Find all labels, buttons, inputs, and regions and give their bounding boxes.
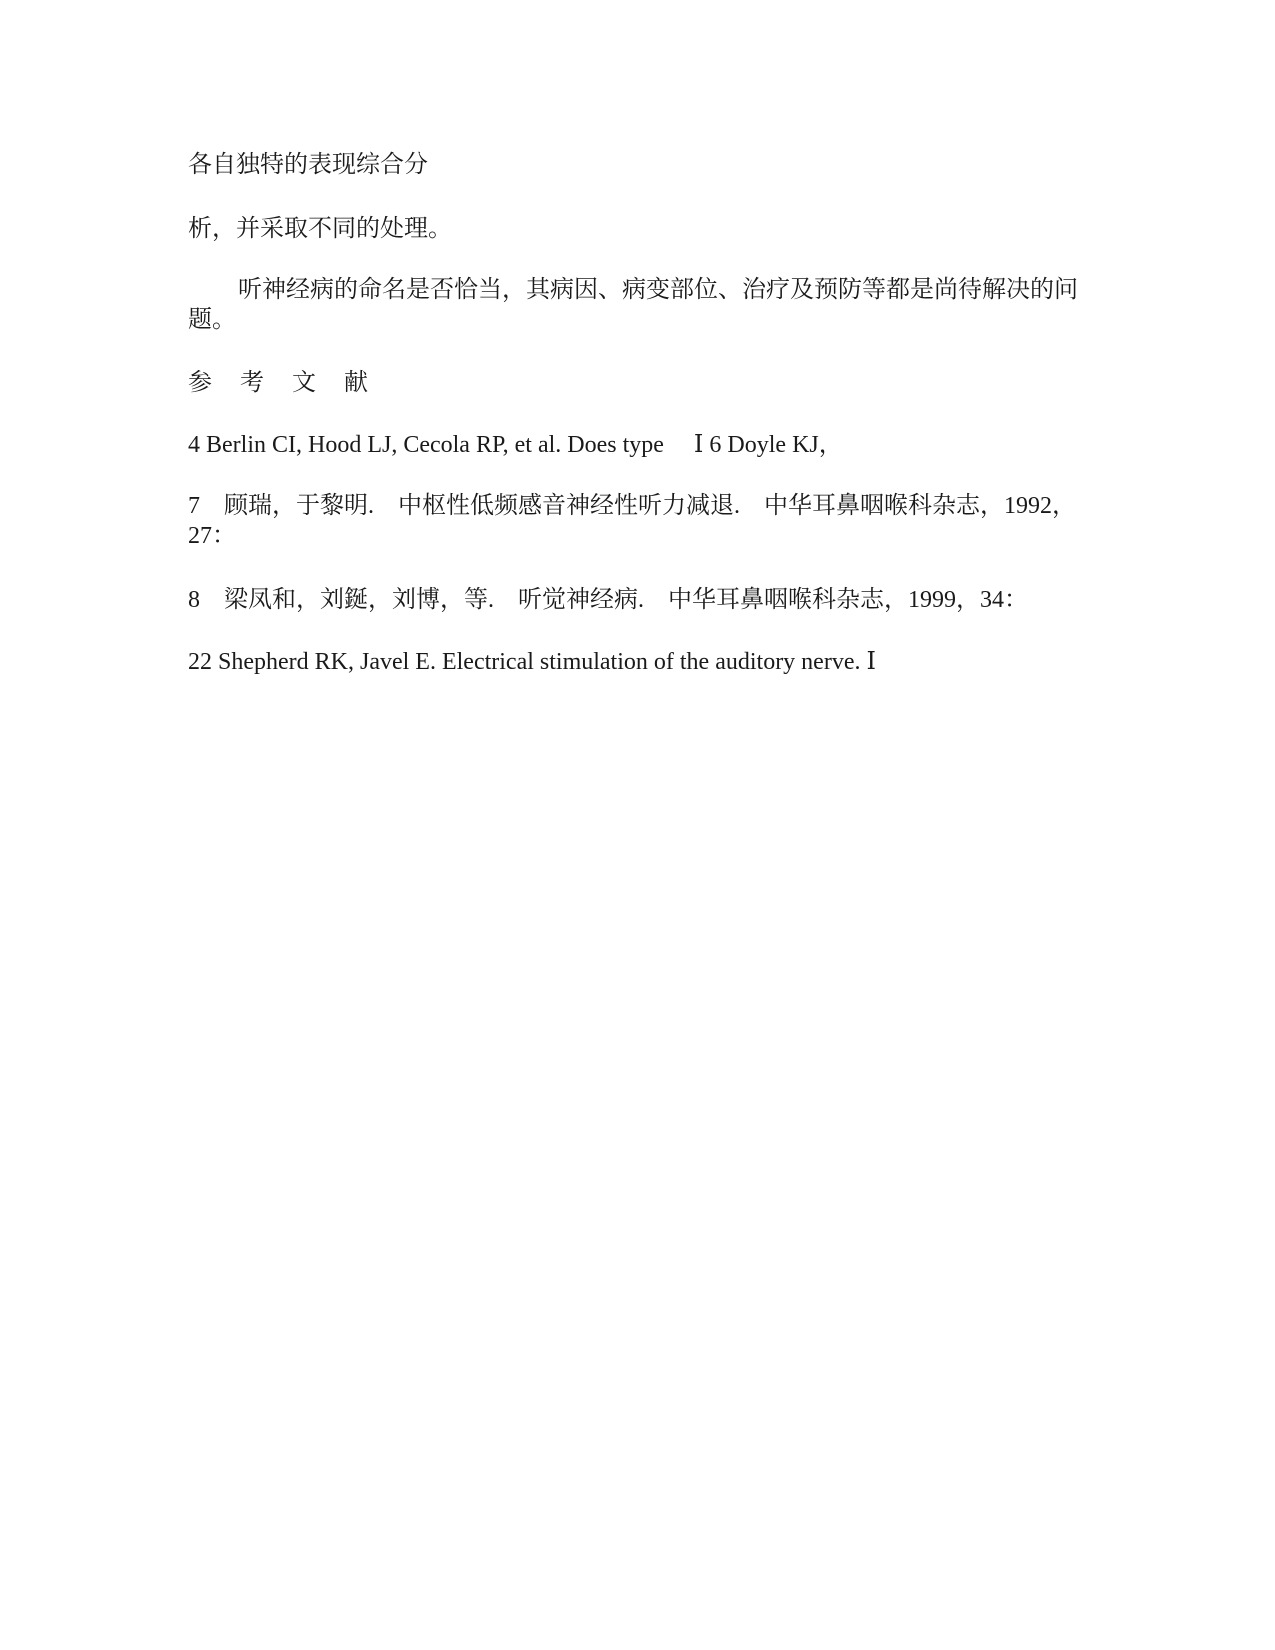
reference-item: 7 顾瑞，于黎明. 中枢性低频感音神经性听力减退. 中华耳鼻咽喉科杂志，1992，27： bbox=[188, 493, 1076, 549]
reference-item: 4 Berlin CI, Hood LJ, Cecola RP, et al. Does type Ⅰ 6 Doyle KJ， bbox=[188, 432, 843, 458]
body-paragraph: 析，并采取不同的处理。 bbox=[188, 216, 452, 242]
reference-item: 22 Shepherd RK, Javel E. Electrical stimulation of the auditory nerve. Ⅰ bbox=[188, 649, 876, 675]
body-paragraph: 听神经病的命名是否恰当，其病因、病变部位、治疗及预防等都是尚待解决的问题。 bbox=[188, 277, 1078, 333]
references-heading: 参 考 文 献 bbox=[188, 370, 370, 396]
body-paragraph: 各自独特的表现综合分 bbox=[188, 152, 428, 178]
reference-item: 8 梁凤和，刘鋋，刘博，等. 听觉神经病. 中华耳鼻咽喉科杂志，1999，34： bbox=[188, 587, 1028, 613]
